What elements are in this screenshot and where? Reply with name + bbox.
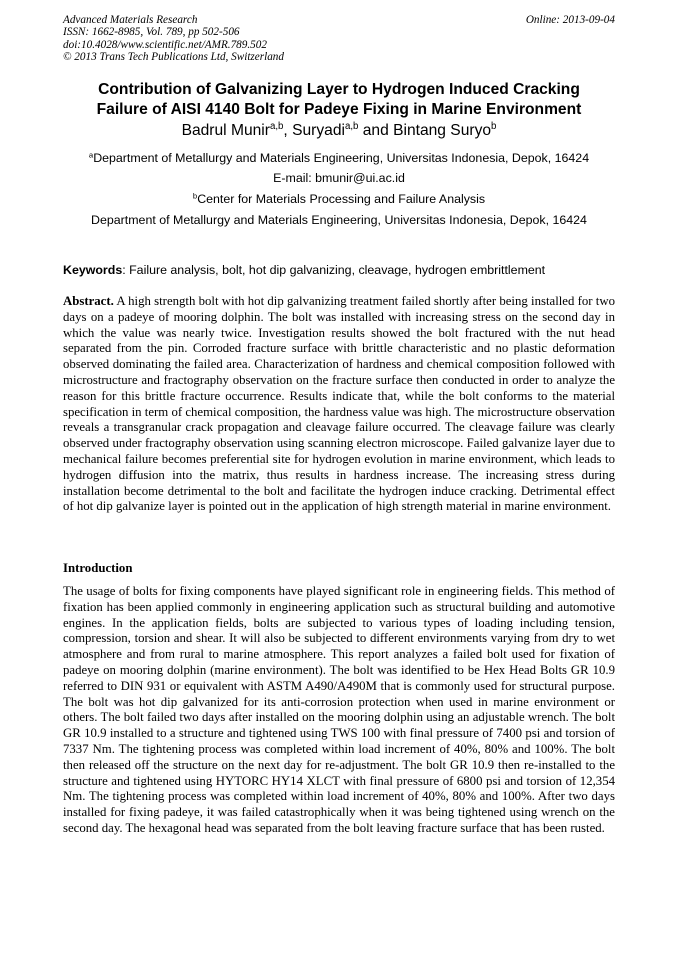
doi-line: doi:10.4028/www.scientific.net/AMR.789.502 (63, 38, 267, 51)
affiliation-b-department: Department of Metallurgy and Materials Engineering, Universitas Indonesia, Depok, 16424 (91, 213, 587, 227)
keywords-label: Keywords (63, 263, 123, 277)
author-affiliation-mark: b (491, 121, 497, 133)
affiliation-mark: b (192, 191, 198, 201)
affiliation-mark: a (88, 150, 94, 160)
author-email: E-mail: bmunir@ui.ac.id (273, 171, 405, 185)
author-separator: , (283, 122, 293, 139)
author-list (40, 121, 638, 141)
author-affiliation-mark: a,b (344, 121, 359, 133)
paper-title (40, 80, 638, 120)
author-separator: and (358, 122, 394, 139)
journal-name: Advanced Materials Research (63, 14, 198, 26)
abstract-text: A high strength bolt with hot dip galvanizing treatment failed shortly after being installed for two days on a padeye of mooring dolphin. The bolt was installed with increasing stress on the second day in which the value was nearly twice. Investigation results showed the bolt fractured with the nut head separated from the pin. Corroded fracture surface with brittle characteristic and no plastic deformation observed dominating the failed area. Characterization of hardness and chemical composition followed with microstructure and fractography observation on the fracture surface then conducted in order to analyze the reason for this brittle fracture occurrence. Results indicate that, while the bolt conforms to the material specification in term of chemical composition, the hardness value was high. The microstructure observation reveals a transgranular crack propagation and cleavage failure occurred. The cleavage failure was clearly observed under fractography observation using scanning electron microscope. Failed galvanize layer due to mechanical failure becomes preferential site for hydrogen evolution in marine environment, which leads to hydrogen diffusion into the matrix, thus results in hardness increase. The increasing stress during installation become detrimental to the bolt and facilitate the hydrogen induce cracking. Detrimental effect of hot dip galvanize layer is pointed out in the application of high strength material in marine environment. (63, 294, 615, 514)
title-line-2: Failure of AISI 4140 Bolt for Padeye Fixing in Marine Environment (96, 101, 582, 118)
keywords (63, 263, 545, 277)
abstract-label: Abstract. (63, 294, 114, 308)
affiliation-a (40, 151, 638, 165)
abstract (63, 294, 615, 515)
affiliation-b (40, 192, 638, 206)
affiliation-text: Department of Metallurgy and Materials Engineering, Universitas Indonesia, Depok, 16424 (93, 151, 590, 165)
author-name: Bintang Suryo (393, 122, 492, 139)
issn-line: ISSN: 1662-8985, Vol. 789, pp 502-506 (63, 26, 240, 39)
copyright-line: © 2013 Trans Tech Publications Ltd, Switzerland (63, 51, 284, 64)
online-date: Online: 2013-09-04 (525, 14, 615, 26)
keywords-text: : Failure analysis, bolt, hot dip galvanizing, cleavage, hydrogen embrittlement (122, 263, 546, 277)
introduction-heading: Introduction (63, 561, 133, 575)
journal-metadata (63, 14, 284, 64)
title-line-1: Contribution of Galvanizing Layer to Hydrogen Induced Cracking (98, 81, 580, 98)
introduction-text: The usage of bolts for fixing components have played significant role in engineering fields. This method of fixation has been applied commonly in engineering application such as structural building and automotive engines. In the application fields, bolts are subjected to various types of loading including tension, compression, torsion and shear. It will also be subjected to different environments varying from dry to wet atmosphere and from rural to marine atmosphere. This report analyzes a failed bolt used for fixation of padeye on mooring dolphin (marine environment). The bolt was identified to be Hex Head Bolts GR 10.9 referred to DIN 931 or equivalent with ASTM A490/A490M that is commonly used for structural purpose. The bolt was hot dip galvanized for its anti-corrosion protection when used in marine environment or others. The bolt failed two days after installed on the mooring dolphin using an adjustable wrench. The bolt GR 10.9 installed to a structure and tightened using TWS 100 with final pressure of 7400 psi and torsion of 7337 Nm. The tightening process was completed within load increment of 40%, 80% and 100%. The bolt then released off the structure on the next day for re-adjustment. The bolt GR 10.9 then re-installed to the structure and tightened using HYTORC HY14 XLCT with final pressure of 6800 psi and torsion of 12,354 Nm. The tightening process was completed within load increment of 40%, 80% and 100%. After two days installed for fixing padeye, it was failed catastrophically when it was being tightened using wrench on the second day. The hexagonal head was separated from the bolt leaving fracture surface that has been rusted. (63, 584, 615, 835)
affiliation-text: Center for Materials Processing and Failure Analysis (197, 192, 486, 206)
author-name: Badrul Munir (181, 122, 270, 139)
author-name: Suryadi (292, 122, 345, 139)
author-affiliation-mark: a,b (269, 121, 284, 133)
